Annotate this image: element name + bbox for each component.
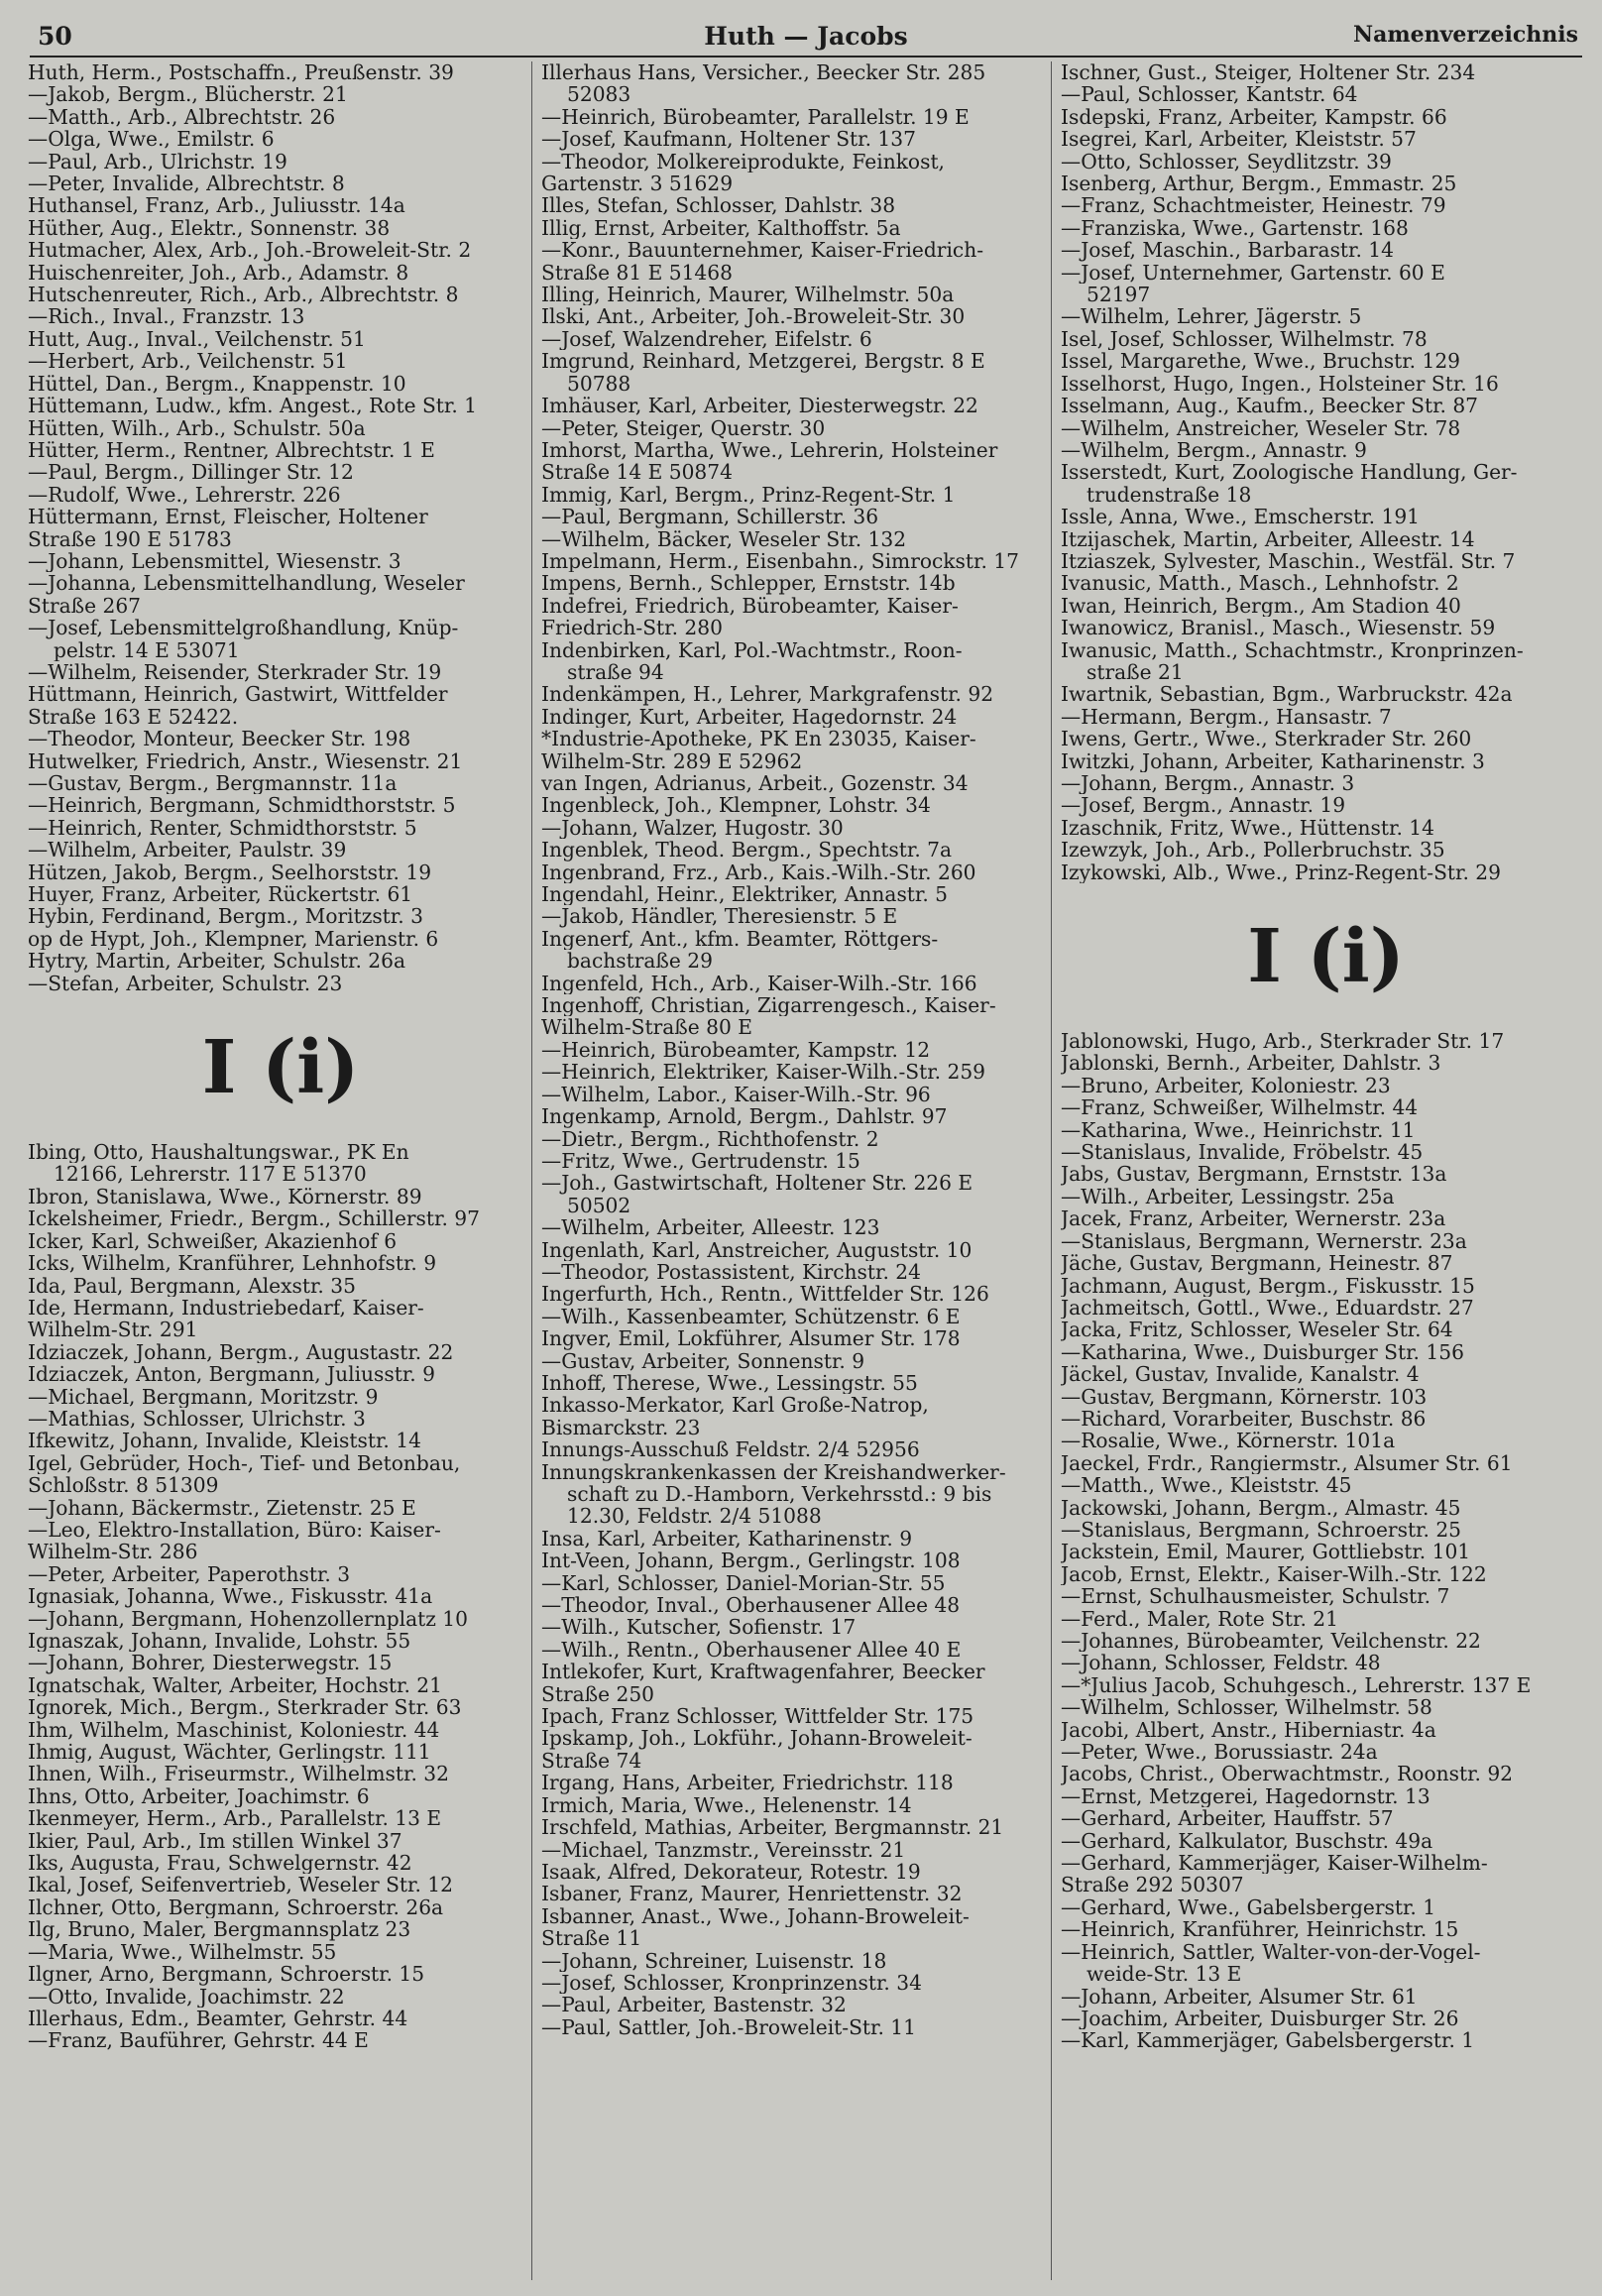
directory-entry: —Gerhard, Kammerjäger, Kaiser-Wilhelm- [1061,1852,1488,1875]
directory-entry: —Wilhelm, Arbeiter, Alleestr. 123 [541,1216,880,1239]
directory-entry: Imhorst, Martha, Wwe., Lehrerin, Holsteiner [541,438,998,462]
directory-entry: Hutmacher, Alex, Arb., Joh.-Broweleit-Str. 2 [28,239,472,262]
directory-entry: Jabs, Gustav, Bergmann, Ernststr. 13a [1061,1163,1447,1186]
directory-entry: bachstraße 29 [567,950,713,973]
directory-entry: weide-Str. 13 E [1087,1963,1242,1986]
directory-entry: Jachmann, August, Bergm., Fiskusstr. 15 [1061,1274,1475,1297]
directory-entry: —Heinrich, Bürobeamter, Kampstr. 12 [541,1038,931,1062]
directory-entry: Hüttermann, Ernst, Fleischer, Holtener [28,506,428,528]
directory-entry: Ingenfeld, Hch., Arb., Kaiser-Wilh.-Str. 166 [541,972,977,995]
directory-entry: —Johann, Walzer, Hugostr. 30 [541,816,844,840]
directory-entry: —Olga, Wwe., Emilstr. 6 [28,128,275,151]
directory-entry: —Heinrich, Bürobeamter, Parallelstr. 19 E [541,105,970,129]
directory-entry: Ilchner, Otto, Bergmann, Schroerstr. 26a [28,1895,444,1919]
directory-entry: Ikal, Josef, Seifenvertrieb, Weseler Str. 12 [28,1874,453,1896]
directory-entry: Hutwelker, Friedrich, Anstr., Wiesenstr. 21 [28,749,463,772]
directory-entry: —Ernst, Metzgerei, Hagedornstr. 13 [1061,1784,1430,1808]
directory-entry: Isdepski, Franz, Arbeiter, Kampstr. 66 [1061,105,1447,129]
directory-entry: —Joachim, Arbeiter, Duisburger Str. 26 [1061,2007,1459,2030]
directory-entry: —Mathias, Schlosser, Ulrichstr. 3 [28,1407,366,1431]
directory-entry: Inhoff, Therese, Wwe., Lessingstr. 55 [541,1371,918,1395]
directory-entry: —Gustav, Bergmann, Körnerstr. 103 [1061,1385,1428,1408]
column-1 [28,61,533,2052]
directory-entry: straße 21 [1087,660,1184,684]
directory-entry: Bismarckstr. 23 [541,1416,701,1439]
directory-entry: —Jakob, Händler, Theresienstr. 5 E [541,905,898,928]
directory-entry: —Gerhard, Wwe., Gabelsbergerstr. 1 [1061,1895,1436,1919]
directory-entry: —Wilhelm, Lehrer, Jägerstr. 5 [1061,305,1362,328]
directory-entry: —Otto, Schlosser, Seydlitzstr. 39 [1061,150,1392,173]
directory-entry: Impelmann, Herm., Eisenbahn., Simrockstr. 17 [541,549,1019,573]
directory-entry: Ingenbleck, Joh., Klempner, Lohstr. 34 [541,794,931,817]
directory-entry: —Josef, Walzendreher, Eifelstr. 6 [541,327,872,351]
directory-entry: —Konr., Bauunternehmer, Kaiser-Friedrich- [541,239,984,262]
directory-entry: —Ernst, Schulhausmeister, Schulstr. 7 [1061,1585,1450,1608]
directory-entry: —Paul, Bergm., Dillinger Str. 12 [28,461,354,484]
directory-entry: Iwitzki, Johann, Arbeiter, Katharinenstr. 3 [1061,749,1485,772]
directory-entry: Wilhelm-Str. 286 [28,1541,198,1563]
directory-entry: —Fritz, Wwe., Gertrudenstr. 15 [541,1149,860,1173]
directory-entry: —Heinrich, Bergmann, Schmidthorststr. 5 [28,794,456,817]
directory-entry: Ignaszak, Johann, Invalide, Lohstr. 55 [28,1630,411,1653]
directory-entry: Huischenreiter, Joh., Arb., Adamstr. 8 [28,261,409,285]
directory-entry: Itzijaschek, Martin, Arbeiter, Alleestr. 14 [1061,527,1475,550]
directory-entry: —Heinrich, Kranführer, Heinrichstr. 15 [1061,1918,1459,1941]
directory-entry: —Johann, Schreiner, Luisenstr. 18 [541,1949,887,1972]
directory-entry: Isel, Josef, Schlosser, Wilhelmstr. 78 [1061,327,1428,351]
directory-entry: Iwanusic, Matth., Schachtmstr., Kronprinzen- [1061,638,1524,661]
directory-entry: Ickelsheimer, Friedr., Bergm., Schillerstr. 97 [28,1207,480,1230]
directory-entry: —Paul, Schlosser, Kantstr. 64 [1061,83,1358,106]
directory-entry: 52083 [567,83,631,106]
directory-entry: Ingenblek, Theod. Bergm., Spechtstr. 7a [541,839,953,861]
directory-entry: —Matth., Wwe., Kleiststr. 45 [1061,1474,1352,1497]
directory-entry: Ibron, Stanislawa, Wwe., Körnerstr. 89 [28,1185,422,1208]
directory-entry: —Theodor, Monteur, Beecker Str. 198 [28,728,411,750]
directory-entry: —Johann, Bohrer, Diesterwegstr. 15 [28,1652,393,1674]
directory-entry: —Josef, Bergm., Annastr. 19 [1061,794,1346,817]
directory-entry: —Josef, Schlosser, Kronprinzenstr. 34 [541,1971,922,1995]
directory-entry: Ide, Hermann, Industriebedarf, Kaiser- [28,1296,424,1320]
directory-entry: Issel, Margarethe, Wwe., Bruchstr. 129 [1061,350,1461,373]
directory-entry: —Wilh., Kutscher, Sofienstr. 17 [541,1616,857,1639]
directory-entry: Ihnen, Wilh., Friseurmstr., Wilhelmstr. 32 [28,1763,449,1785]
directory-entry: —Heinrich, Renter, Schmidthorststr. 5 [28,816,417,840]
directory-entry: 12.30, Feldstr. 2/4 51088 [567,1505,822,1528]
directory-entry: Ingver, Emil, Lokführer, Alsumer Str. 178 [541,1327,961,1350]
directory-entry: —Peter, Arbeiter, Paperothstr. 3 [28,1562,351,1586]
directory-entry: Isegrei, Karl, Arbeiter, Kleiststr. 57 [1061,128,1417,151]
directory-entry: Jaeckel, Frdr., Rangiermstr., Alsumer Str. 61 [1061,1451,1513,1475]
directory-entry: —Michael, Tanzmstr., Vereinsstr. 21 [541,1838,906,1861]
directory-entry: Ilg, Bruno, Maler, Bergmannsplatz 23 [28,1918,411,1941]
directory-entry: —Katharina, Wwe., Heinrichstr. 11 [1061,1118,1416,1142]
directory-entry: Hutschenreuter, Rich., Arb., Albrechtstr. 8 [28,284,459,306]
directory-entry: Straße 190 E 51783 [28,527,232,550]
directory-entry: Straße 267 [28,594,142,618]
directory-entry: —Rich., Inval., Franzstr. 13 [28,305,305,328]
directory-entry: Jablonski, Bernh., Arbeiter, Dahlstr. 3 [1061,1052,1441,1075]
directory-entry: —Johann, Bäckermstr., Zietenstr. 25 E [28,1496,416,1519]
column-rule [1051,61,1052,2280]
directory-entry: Straße 250 [541,1682,655,1706]
directory-entry: —Gerhard, Arbeiter, Hauffstr. 57 [1061,1807,1394,1830]
directory-entry: Indenkämpen, H., Lehrer, Markgrafenstr. 92 [541,683,994,706]
directory-entry: —Rudolf, Wwe., Lehrerstr. 226 [28,483,341,507]
directory-entry: Irmich, Maria, Wwe., Helenenstr. 14 [541,1793,912,1817]
directory-entry: van Ingen, Adrianus, Arbeit., Gozenstr. 34 [541,772,969,795]
directory-entry: Indefrei, Friedrich, Bürobeamter, Kaiser- [541,594,959,618]
directory-entry: 50788 [567,372,631,396]
directory-entry: Jablonowski, Hugo, Arb., Sterkrader Str. 17 [1061,1030,1505,1053]
directory-entry: Ilgner, Arno, Bergmann, Schroerstr. 15 [28,1963,425,1986]
directory-entry: —Rosalie, Wwe., Körnerstr. 101a [1061,1430,1396,1452]
directory-entry: Ipskamp, Joh., Lokführ., Johann-Broweleit- [541,1727,973,1750]
directory-entry: —Otto, Invalide, Joachimstr. 22 [28,1985,345,2008]
directory-entry: Ingenlath, Karl, Anstreicher, Auguststr. 10 [541,1238,973,1261]
directory-entry: Jacek, Franz, Arbeiter, Wernerstr. 23a [1061,1207,1446,1230]
directory-entry: —Stanislaus, Bergmann, Wernerstr. 23a [1061,1229,1467,1253]
directory-entry: Jäckel, Gustav, Invalide, Kanalstr. 4 [1061,1363,1420,1386]
directory-entry: —Theodor, Inval., Oberhausener Allee 48 [541,1594,961,1617]
directory-entry: —Karl, Schlosser, Daniel-Morian-Str. 55 [541,1571,946,1595]
directory-entry: —Bruno, Arbeiter, Koloniestr. 23 [1061,1074,1391,1097]
directory-entry: Ilski, Ant., Arbeiter, Joh.-Broweleit-Str. 30 [541,305,966,328]
directory-entry: Jacobi, Albert, Anstr., Hiberniastr. 4a [1061,1718,1436,1742]
directory-entry: 50502 [567,1194,631,1217]
directory-entry: Hütten, Wilh., Arb., Schulstr. 50a [28,416,366,439]
directory-entry: —Franz, Bauführer, Gehrstr. 44 E [28,2029,369,2052]
directory-entry: Isselmann, Aug., Kaufm., Beecker Str. 87 [1061,395,1479,417]
directory-entry: Isenberg, Arthur, Bergm., Emmastr. 25 [1061,172,1457,195]
directory-entry: Isbanner, Anast., Wwe., Johann-Broweleit- [541,1904,970,1928]
directory-entry: Straße 292 50307 [1061,1874,1244,1896]
directory-entry: Izewzyk, Joh., Arb., Pollerbruchstr. 35 [1061,839,1445,861]
directory-entry: —Karl, Kammerjäger, Gabelsbergerstr. 1 [1061,2029,1475,2052]
directory-entry: op de Hypt, Joh., Klempner, Marienstr. 6 [28,927,439,951]
page-header [30,18,1582,57]
directory-entry: Isserstedt, Kurt, Zoologische Handlung, Ger- [1061,461,1518,484]
directory-entry: Irgang, Hans, Arbeiter, Friedrichstr. 118 [541,1772,954,1794]
directory-entry: Straße 163 E 52422. [28,705,239,729]
directory-entry: Imgrund, Reinhard, Metzgerei, Bergstr. 8 E [541,350,985,373]
directory-entry: Ipach, Franz Schlosser, Wittfelder Str. 175 [541,1705,974,1728]
directory-entry: Isbaner, Franz, Maurer, Henriettenstr. 32 [541,1883,963,1905]
directory-entry: —Josef, Kaufmann, Holtener Str. 137 [541,128,916,151]
directory-entry: —Wilh., Rentn., Oberhausener Allee 40 E [541,1638,962,1662]
directory-entry: —Stanislaus, Bergmann, Schroerstr. 25 [1061,1518,1462,1542]
directory-entry: Immig, Karl, Bergm., Prinz-Regent-Str. 1 [541,483,956,507]
directory-entry: Icks, Wilhelm, Kranführer, Lehnhofstr. 9 [28,1252,437,1275]
directory-entry: —Josef, Unternehmer, Gartenstr. 60 E [1061,261,1445,285]
directory-entry: Hüther, Aug., Elektr., Sonnenstr. 38 [28,216,391,240]
directory-entry: —Herbert, Arb., Veilchenstr. 51 [28,350,348,373]
directory-entry: Innungs-Ausschuß Feldstr. 2/4 52956 [541,1438,920,1461]
directory-entry: Ingenkamp, Arnold, Bergm., Dahlstr. 97 [541,1105,948,1128]
directory-entry: Illing, Heinrich, Maurer, Wilhelmstr. 50a [541,284,955,306]
directory-entry: —Wilhelm, Anstreicher, Weseler Str. 78 [1061,416,1461,439]
directory-entry: —*Julius Jacob, Schuhgesch., Lehrerstr. 137 E [1061,1673,1532,1697]
directory-entry: trudenstraße 18 [1087,483,1252,507]
directory-entry: Huth, Herm., Postschaffn., Preußenstr. 39 [28,61,454,84]
directory-entry: —Maria, Wwe., Wilhelmstr. 55 [28,1940,337,1964]
directory-entry: Igel, Gebrüder, Hoch-, Tief- und Betonbau, [28,1451,461,1475]
directory-entry: —Wilhelm, Schlosser, Wilhelmstr. 58 [1061,1696,1432,1719]
directory-entry: Ignatschak, Walter, Arbeiter, Hochstr. 21 [28,1673,442,1697]
directory-entry: Isaak, Alfred, Dekorateur, Rotestr. 19 [541,1860,921,1884]
directory-entry: —Johann, Bergm., Annastr. 3 [1061,772,1355,795]
directory-entry: Ikenmeyer, Herm., Arb., Parallelstr. 13 E [28,1807,442,1830]
directory-entry: —Josef, Maschin., Barbarastr. 14 [1061,239,1394,262]
directory-entry: Jäche, Gustav, Bergmann, Heinestr. 87 [1061,1252,1453,1275]
directory-entry: Jackowski, Johann, Bergm., Almastr. 45 [1061,1496,1461,1519]
directory-entry: Huthansel, Franz, Arb., Juliusstr. 14a [28,194,405,217]
directory-entry: Hützen, Jakob, Bergm., Seelhorststr. 19 [28,861,432,884]
directory-entry: —Heinrich, Sattler, Walter-von-der-Vogel- [1061,1940,1481,1964]
directory-entry: Hütter, Herm., Rentner, Albrechtstr. 1 E [28,438,435,462]
section-heading-j: I (i) [1247,914,1405,1000]
directory-entry: Jacobs, Christ., Oberwachtmstr., Roonstr. 92 [1061,1763,1514,1785]
running-title: Huth — Jacobs [704,22,908,51]
directory-entry: Insa, Karl, Arbeiter, Katharinenstr. 9 [541,1527,913,1550]
directory-entry: Ignorek, Mich., Bergm., Sterkrader Str. 63 [28,1696,462,1719]
directory-entry: —Paul, Arb., Ulrichstr. 19 [28,150,287,173]
directory-entry: Ihns, Otto, Arbeiter, Joachimstr. 6 [28,1784,370,1808]
directory-entry: —Johanna, Lebensmittelhandlung, Weseler [28,572,465,595]
directory-entry: Indinger, Kurt, Arbeiter, Hagedornstr. 24 [541,705,958,729]
directory-entry: Gartenstr. 3 51629 [541,172,734,195]
directory-entry: —Wilhelm, Labor., Kaiser-Wilh.-Str. 96 [541,1083,931,1106]
directory-entry: —Josef, Lebensmittelgroßhandlung, Knüp- [28,617,459,639]
directory-entry: Hüttel, Dan., Bergm., Knappenstr. 10 [28,372,406,396]
directory-entry: —Ferd., Maler, Rote Str. 21 [1061,1607,1338,1630]
directory-entry: Hybin, Ferdinand, Bergm., Moritzstr. 3 [28,905,423,928]
directory-entry: Irschfeld, Mathias, Arbeiter, Bergmannstr. 21 [541,1816,1004,1839]
directory-entry: Wilhelm-Straße 80 E [541,1016,752,1039]
directory-entry: Hüttmann, Heinrich, Gastwirt, Wittfelder [28,683,448,706]
directory-entry: —Michael, Bergmann, Moritzstr. 9 [28,1385,379,1408]
directory-entry: Wilhelm-Str. 291 [28,1319,198,1341]
directory-entry: Illig, Ernst, Arbeiter, Kalthoffstr. 5a [541,216,901,240]
directory-entry: —Joh., Gastwirtschaft, Holtener Str. 226 E [541,1172,973,1195]
column-3 [1061,61,1591,2052]
directory-entry: —Peter, Steiger, Querstr. 30 [541,416,826,439]
directory-entry: Schloßstr. 8 51309 [28,1474,219,1497]
directory-entry: Idziaczek, Johann, Bergm., Augustastr. 22 [28,1340,454,1364]
directory-entry: Ifkewitz, Johann, Invalide, Kleiststr. 14 [28,1430,421,1452]
directory-entry: —Gustav, Bergm., Bergmannstr. 11a [28,772,398,795]
directory-entry: Jacob, Ernst, Elektr., Kaiser-Wilh.-Str. 122 [1061,1562,1487,1586]
directory-entry: —Leo, Elektro-Installation, Büro: Kaiser- [28,1518,441,1542]
directory-entry: Illerhaus Hans, Versicher., Beecker Str. 285 [541,61,986,84]
section-title: Namenverzeichnis [1353,22,1578,48]
directory-entry: —Heinrich, Elektriker, Kaiser-Wilh.-Str. 259 [541,1061,986,1084]
directory-entry: —Katharina, Wwe., Duisburger Str. 156 [1061,1340,1464,1364]
directory-entry: Jacka, Fritz, Schlosser, Weseler Str. 64 [1061,1319,1453,1341]
directory-entry: Idziaczek, Anton, Bergmann, Juliusstr. 9 [28,1363,435,1386]
directory-entry: —Johann, Schlosser, Feldstr. 48 [1061,1652,1381,1674]
directory-entry: —Jakob, Bergm., Blücherstr. 21 [28,83,348,106]
directory-entry: —Paul, Sattler, Joh.-Broweleit-Str. 11 [541,2015,916,2039]
directory-entry: Ischner, Gust., Steiger, Holtener Str. 234 [1061,61,1476,84]
directory-entry: —Wilhelm, Bergm., Annastr. 9 [1061,438,1367,462]
directory-entry: —Johann, Bergmann, Hohenzollernplatz 10 [28,1607,468,1630]
directory-entry: pelstr. 14 E 53071 [54,638,240,661]
directory-entry: Straße 81 E 51468 [541,261,733,285]
directory-entry: Ingenerf, Ant., kfm. Beamter, Röttgers- [541,927,939,951]
directory-entry: Icker, Karl, Schweißer, Akazienhof 6 [28,1229,398,1253]
directory-entry: straße 94 [567,660,664,684]
directory-entry: Inkasso-Merkator, Karl Große-Natrop, [541,1394,929,1417]
directory-entry: Iks, Augusta, Frau, Schwelgernstr. 42 [28,1852,412,1875]
directory-entry: Itziaszek, Sylvester, Maschin., Westfäl. Str. 7 [1061,549,1516,573]
directory-entry: Wilhelm-Str. 289 E 52962 [541,749,803,772]
directory-entry: Hytry, Martin, Arbeiter, Schulstr. 26a [28,950,406,973]
directory-entry: Ingendahl, Heinr., Elektriker, Annastr. 5 [541,883,949,906]
directory-entry: Iwan, Heinrich, Bergm., Am Stadion 40 [1061,594,1461,618]
column-2 [541,61,1047,2038]
directory-entry: —Peter, Wwe., Borussiastr. 24a [1061,1741,1378,1764]
directory-entry: —Dietr., Bergm., Richthofenstr. 2 [541,1127,879,1150]
directory-entry: Ingenbrand, Frz., Arb., Kais.-Wilh.-Str. 260 [541,861,976,884]
directory-entry: Straße 74 [541,1749,642,1773]
directory-entry: Ihmig, August, Wächter, Gerlingstr. 111 [28,1741,431,1764]
directory-entry: Int-Veen, Johann, Bergm., Gerlingstr. 108 [541,1550,961,1572]
directory-entry: —Paul, Bergmann, Schillerstr. 36 [541,506,879,528]
directory-entry: —Theodor, Postassistent, Kirchstr. 24 [541,1260,921,1284]
directory-entry: Iwartnik, Sebastian, Bgm., Warbruckstr. 42a [1061,683,1513,706]
directory-entry: —Wilh., Kassenbeamter, Schützenstr. 6 E [541,1305,961,1328]
directory-entry: Straße 11 [541,1927,642,1950]
directory-entry: —Franz, Schweißer, Wilhelmstr. 44 [1061,1096,1419,1119]
directory-entry: —Gerhard, Kalkulator, Buschstr. 49a [1061,1829,1433,1853]
directory-entry: Huyer, Franz, Arbeiter, Rückertstr. 61 [28,883,413,906]
directory-entry: 12166, Lehrerstr. 117 E 51370 [54,1163,367,1186]
directory-entry: —Wilhelm, Bäcker, Weseler Str. 132 [541,527,907,550]
directory-entry: Friedrich-Str. 280 [541,617,723,639]
directory-entry: —Franz, Schachtmeister, Heinestr. 79 [1061,194,1446,217]
directory-entry: Iwens, Gertr., Wwe., Sterkrader Str. 260 [1061,728,1472,750]
directory-entry: —Richard, Vorarbeiter, Buschstr. 86 [1061,1407,1427,1431]
directory-entry: Izaschnik, Fritz, Wwe., Hüttenstr. 14 [1061,816,1434,840]
directory-entry: —Hermann, Bergm., Hansastr. 7 [1061,705,1392,729]
directory-entry: Ida, Paul, Bergmann, Alexstr. 35 [28,1274,356,1297]
directory-entry: Ikier, Paul, Arb., Im stillen Winkel 37 [28,1829,402,1853]
directory-entry: —Johann, Arbeiter, Alsumer Str. 61 [1061,1985,1418,2008]
directory-entry: Ihm, Wilhelm, Maschinist, Koloniestr. 44 [28,1718,440,1742]
directory-entry: —Wilh., Arbeiter, Lessingstr. 25a [1061,1185,1395,1208]
directory-entry: —Theodor, Molkereiprodukte, Feinkost, [541,150,945,173]
directory-entry: 52197 [1087,284,1151,306]
directory-entry: —Gustav, Arbeiter, Sonnenstr. 9 [541,1349,865,1372]
section-heading-i: I (i) [201,1025,360,1111]
directory-entry: Ingenhoff, Christian, Zigarrengesch., Kaiser- [541,994,996,1017]
directory-entry: Ignasiak, Johanna, Wwe., Fiskusstr. 41a [28,1585,433,1608]
directory-entry: Issle, Anna, Wwe., Emscherstr. 191 [1061,506,1421,528]
directory-entry: —Stefan, Arbeiter, Schulstr. 23 [28,972,343,995]
directory-entry: Jackstein, Emil, Maurer, Gottliebstr. 101 [1061,1541,1471,1563]
directory-entry: —Wilhelm, Arbeiter, Paulstr. 39 [28,839,347,861]
directory-entry: schaft zu D.-Hamborn, Verkehrsstd.: 9 bis [567,1483,992,1506]
directory-entry: Innungskrankenkassen der Kreishandwerker- [541,1460,1006,1483]
directory-entry: —Stanislaus, Invalide, Fröbelstr. 45 [1061,1141,1424,1164]
directory-entry: Jachmeitsch, Gottl., Wwe., Eduardstr. 27 [1061,1296,1474,1320]
directory-entry: —Peter, Invalide, Albrechtstr. 8 [28,172,345,195]
directory-entry: —Paul, Arbeiter, Bastenstr. 32 [541,1994,847,2016]
directory-entry: Ibing, Otto, Haushaltungswar., PK En [28,1141,409,1164]
directory-entry: Ingerfurth, Hch., Rentn., Wittfelder Str. 126 [541,1283,989,1306]
directory-entry: Indenbirken, Karl, Pol.-Wachtmstr., Roon- [541,638,963,661]
directory-entry: Straße 14 E 50874 [541,461,733,484]
directory-entry: —Johann, Lebensmittel, Wiesenstr. 3 [28,549,401,573]
page-number: 50 [38,22,72,51]
directory-entry: —Johannes, Bürobeamter, Veilchenstr. 22 [1061,1630,1481,1653]
directory-entry: Intlekofer, Kurt, Kraftwagenfahrer, Beecker [541,1661,985,1683]
directory-entry: Impens, Bernh., Schlepper, Ernststr. 14b [541,572,956,595]
directory-entry: *Industrie-Apotheke, PK En 23035, Kaiser- [541,728,976,750]
directory-entry: Hüttemann, Ludw., kfm. Angest., Rote Str. 1 [28,395,477,417]
directory-entry: Ivanusic, Matth., Masch., Lehnhofstr. 2 [1061,572,1459,595]
directory-entry: Illerhaus, Edm., Beamter, Gehrstr. 44 [28,2007,408,2030]
directory-entry: —Wilhelm, Reisender, Sterkrader Str. 19 [28,660,442,684]
directory-entry: —Matth., Arb., Albrechtstr. 26 [28,105,336,129]
directory-entry: Imhäuser, Karl, Arbeiter, Diesterwegstr. 22 [541,395,978,417]
directory-entry: Iwanowicz, Branisl., Masch., Wiesenstr. 59 [1061,617,1496,639]
directory-entry: Hutt, Aug., Inval., Veilchenstr. 51 [28,327,366,351]
directory-entry: —Franziska, Wwe., Gartenstr. 168 [1061,216,1409,240]
directory-entry: Izykowski, Alb., Wwe., Prinz-Regent-Str. 29 [1061,861,1501,884]
directory-entry: Isselhorst, Hugo, Ingen., Holsteiner Str. 16 [1061,372,1499,396]
directory-entry: Illes, Stefan, Schlosser, Dahlstr. 38 [541,194,896,217]
